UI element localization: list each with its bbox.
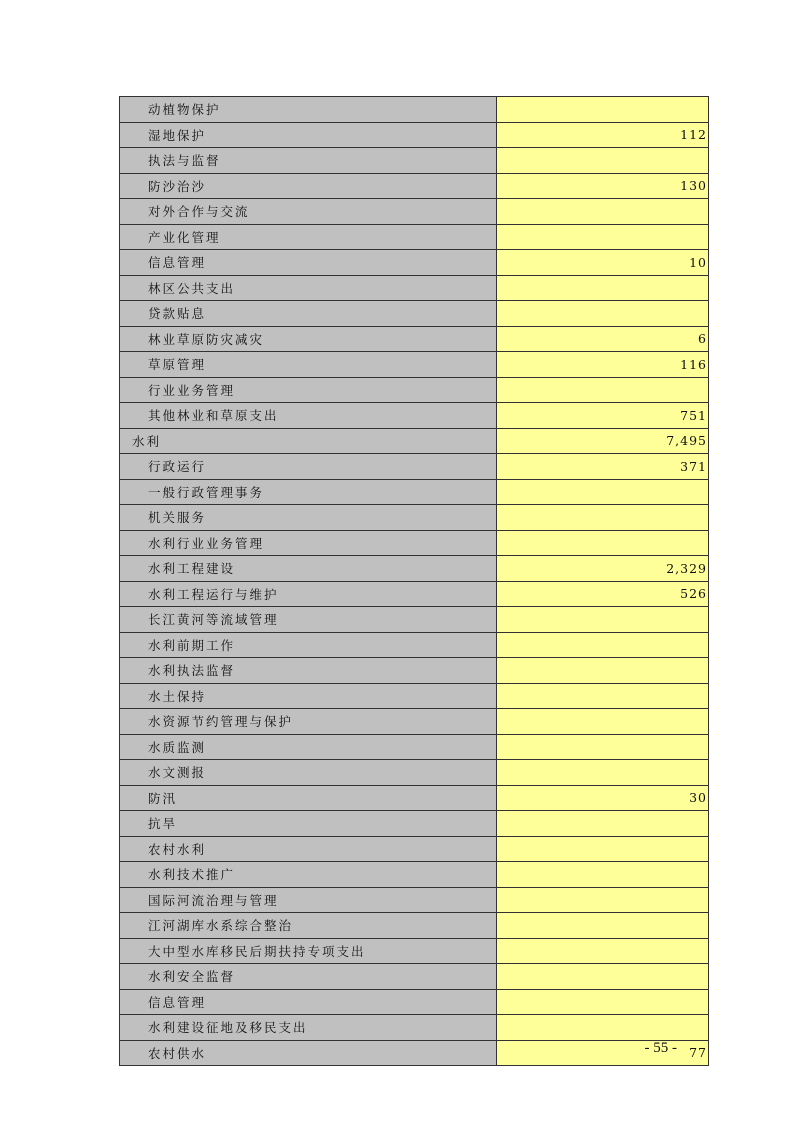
row-value: 7,495 (497, 428, 709, 454)
row-value: 10 (497, 250, 709, 276)
row-value: 526 (497, 581, 709, 607)
row-label: 江河湖库水系综合整治 (120, 913, 497, 939)
row-label: 水质监测 (120, 734, 497, 760)
table-row (120, 760, 709, 786)
row-value (497, 760, 709, 786)
table-row (120, 887, 709, 913)
row-value (497, 989, 709, 1015)
expenditure-table (119, 96, 709, 1066)
row-value (497, 964, 709, 990)
row-value (497, 836, 709, 862)
row-value: 112 (497, 122, 709, 148)
row-value (497, 224, 709, 250)
row-value: 371 (497, 454, 709, 480)
row-value (497, 938, 709, 964)
row-label: 湿地保护 (120, 122, 497, 148)
row-value (497, 505, 709, 531)
row-value (497, 377, 709, 403)
row-value (497, 607, 709, 633)
table-row (120, 173, 709, 199)
row-label: 产业化管理 (120, 224, 497, 250)
table-row (120, 352, 709, 378)
table-row (120, 148, 709, 174)
table-row (120, 862, 709, 888)
table-row (120, 734, 709, 760)
table-row (120, 301, 709, 327)
table-row (120, 658, 709, 684)
row-value (497, 97, 709, 123)
row-label: 农村供水 (120, 1040, 497, 1066)
row-label: 行政运行 (120, 454, 497, 480)
row-label: 水利行业业务管理 (120, 530, 497, 556)
row-label: 信息管理 (120, 989, 497, 1015)
row-value: 116 (497, 352, 709, 378)
row-label: 动植物保护 (120, 97, 497, 123)
table-row (120, 275, 709, 301)
table-row (120, 250, 709, 276)
table-row (120, 607, 709, 633)
row-value: 6 (497, 326, 709, 352)
row-value (497, 199, 709, 225)
row-label: 水利 (120, 428, 497, 454)
row-label: 对外合作与交流 (120, 199, 497, 225)
row-label: 水土保持 (120, 683, 497, 709)
row-label: 大中型水库移民后期扶持专项支出 (120, 938, 497, 964)
table-row (120, 403, 709, 429)
row-value (497, 479, 709, 505)
row-value (497, 658, 709, 684)
table-row (120, 913, 709, 939)
row-label: 林业草原防灾减灾 (120, 326, 497, 352)
row-label: 农村水利 (120, 836, 497, 862)
table-row (120, 683, 709, 709)
row-label: 水利安全监督 (120, 964, 497, 990)
table-row (120, 505, 709, 531)
row-value (497, 1015, 709, 1041)
table-row (120, 632, 709, 658)
row-label: 草原管理 (120, 352, 497, 378)
table-row (120, 581, 709, 607)
row-value: 130 (497, 173, 709, 199)
row-value (497, 683, 709, 709)
row-label: 水利前期工作 (120, 632, 497, 658)
row-label: 防汛 (120, 785, 497, 811)
row-value (497, 148, 709, 174)
row-value (497, 811, 709, 837)
row-label: 水文测报 (120, 760, 497, 786)
row-value: 2,329 (497, 556, 709, 582)
row-value (497, 734, 709, 760)
row-label: 信息管理 (120, 250, 497, 276)
row-value (497, 530, 709, 556)
row-value (497, 887, 709, 913)
row-value (497, 709, 709, 735)
table-row (120, 1015, 709, 1041)
row-value (497, 913, 709, 939)
row-value (497, 301, 709, 327)
table-row (120, 454, 709, 480)
table-row (120, 122, 709, 148)
table-row (120, 836, 709, 862)
table-row (120, 479, 709, 505)
row-label: 机关服务 (120, 505, 497, 531)
table-category-row (120, 428, 709, 454)
table-row (120, 224, 709, 250)
row-label: 水利执法监督 (120, 658, 497, 684)
row-label: 国际河流治理与管理 (120, 887, 497, 913)
row-label: 长江黄河等流域管理 (120, 607, 497, 633)
table-row (120, 530, 709, 556)
row-label: 贷款贴息 (120, 301, 497, 327)
row-value (497, 275, 709, 301)
row-label: 水利工程运行与维护 (120, 581, 497, 607)
table-row (120, 199, 709, 225)
row-value (497, 862, 709, 888)
row-value (497, 632, 709, 658)
row-label: 一般行政管理事务 (120, 479, 497, 505)
table-row (120, 556, 709, 582)
table-row (120, 989, 709, 1015)
row-label: 防沙治沙 (120, 173, 497, 199)
row-label: 水利技术推广 (120, 862, 497, 888)
table-row (120, 785, 709, 811)
table-row (120, 811, 709, 837)
table-row (120, 97, 709, 123)
row-label: 其他林业和草原支出 (120, 403, 497, 429)
row-label: 林区公共支出 (120, 275, 497, 301)
row-label: 抗旱 (120, 811, 497, 837)
row-value: 751 (497, 403, 709, 429)
row-label: 水利工程建设 (120, 556, 497, 582)
row-label: 水利建设征地及移民支出 (120, 1015, 497, 1041)
page-number: - 55 - (644, 1040, 677, 1056)
table-row (120, 709, 709, 735)
row-label: 执法与监督 (120, 148, 497, 174)
table-row (120, 964, 709, 990)
expenditure-table-body (120, 97, 709, 1066)
table-row (120, 326, 709, 352)
row-value: 30 (497, 785, 709, 811)
row-label: 水资源节约管理与保护 (120, 709, 497, 735)
row-label: 行业业务管理 (120, 377, 497, 403)
table-row (120, 377, 709, 403)
table-row (120, 938, 709, 964)
row-value: 77 (497, 1040, 709, 1066)
